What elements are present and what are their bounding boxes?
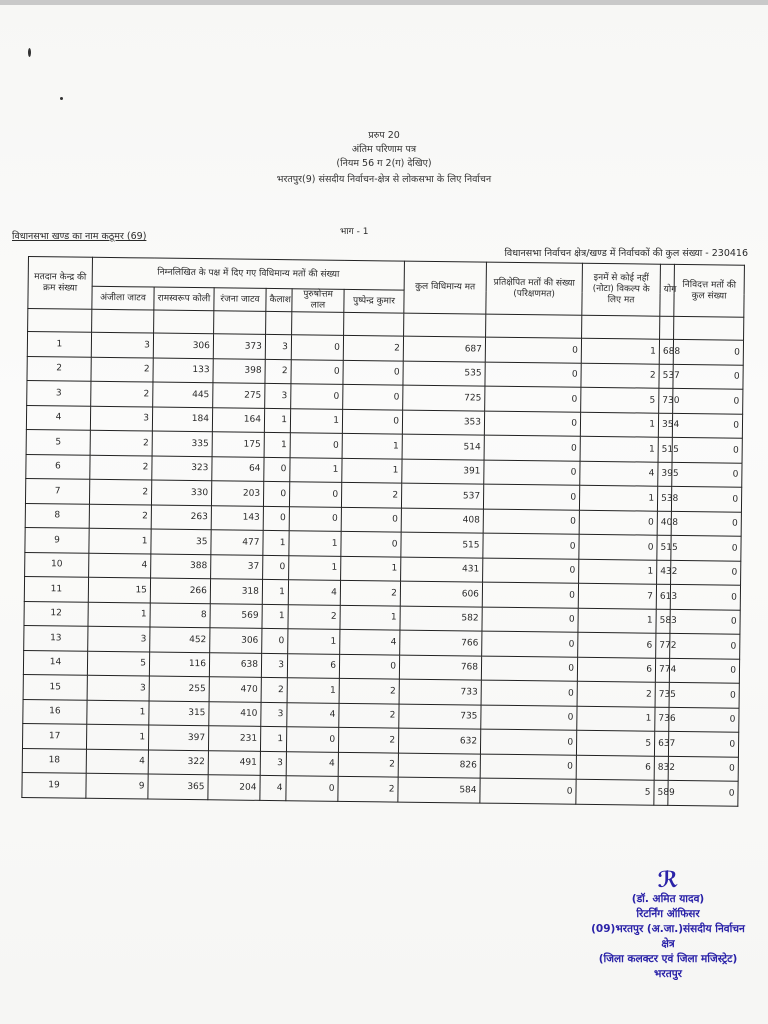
candidate-votes-cell: 1 [264,408,290,433]
nota-cell: 2 [577,681,655,706]
total-cell: 354 [658,413,672,438]
total-cell: 395 [658,462,672,487]
total-cell: 730 [659,388,673,413]
candidate-votes-cell: 2 [261,677,287,702]
candidate-votes-cell: 4 [340,629,400,654]
rejected-header: प्रतिक्षेपित मतों की संख्या (परिक्षणमत) [486,262,583,315]
officer-name: (डॉ. अमित यादव) [631,893,705,905]
candidate-votes-cell: 638 [209,652,261,677]
candidate-votes-cell: 2 [89,504,151,529]
candidate-votes-cell: 133 [153,358,213,383]
total-cell: 408 [657,511,671,536]
total-cell: 583 [656,609,670,634]
candidate-votes-cell: 1 [342,433,402,458]
candidate-votes-cell: 15 [88,577,150,602]
candidate-votes-cell: 1 [288,629,340,654]
candidate-votes-cell: 0 [262,628,288,653]
candidate-votes-cell: 1 [341,556,401,581]
candidate-votes-cell: 477 [211,530,263,555]
candidate-votes-cell: 0 [342,409,402,434]
candidate-votes-cell: 0 [339,654,399,679]
total-header: योग [660,264,675,316]
candidate-votes-cell: 184 [152,407,212,432]
tendered-cell: 0 [670,633,740,658]
tendered-cell: 0 [670,584,740,609]
candidate-votes-cell: 0 [286,776,338,801]
candidate-votes-cell: 1 [88,602,150,627]
candidate-votes-cell: 3 [261,702,287,727]
nota-cell: 6 [576,755,654,780]
rule-reference: (नियम 56 ग 2(ग) देखिए) [336,158,432,169]
total-valid-cell: 687 [403,336,485,361]
candidate-votes-cell: 4 [260,775,286,800]
nota-cell: 1 [580,412,658,437]
candidate-votes-cell: 1 [86,724,148,749]
total-cell: 736 [655,707,669,732]
candidate-votes-cell: 0 [343,384,403,409]
total-valid-cell: 632 [398,728,480,754]
candidate-votes-cell: 0 [263,555,289,580]
booth-number-cell: 19 [22,772,86,797]
candidate-group-header: निम्नलिखित के पक्ष में दिए गए विधिमान्य मतों की संख्या [92,257,404,290]
total-valid-cell: 606 [400,581,482,606]
candidate-votes-cell: 266 [150,578,210,603]
booth-number-cell: 17 [22,723,86,748]
officer-designation: (जिला कलक्टर एवं जिला मजिस्ट्रेट) [598,953,738,965]
candidate-votes-cell: 2 [339,703,399,728]
candidate-header: रंजना जाटव [214,288,266,312]
booth-number-cell: 13 [24,625,88,650]
tendered-cell: 0 [672,462,742,487]
rejected-cell: 0 [480,778,576,804]
candidate-votes-cell: 0 [343,360,403,385]
total-valid-cell: 514 [402,434,484,459]
tendered-cell: 0 [673,388,743,413]
officer-city: भरतपुर [654,968,682,980]
booth-number-cell: 6 [26,454,90,479]
candidate-votes-cell: 6 [287,653,339,678]
candidate-votes-cell: 1 [263,530,289,555]
candidate-votes-cell: 1 [260,726,286,751]
candidate-votes-cell: 2 [338,727,398,752]
candidate-votes-cell: 2 [90,430,152,455]
candidate-votes-cell: 569 [210,603,262,628]
tendered-cell: 0 [671,535,741,560]
candidate-votes-cell: 0 [264,457,290,482]
total-cell: 772 [656,633,670,658]
rejected-cell: 0 [484,435,580,461]
form-number: प्ररुप 20 [368,130,400,141]
candidate-votes-cell: 175 [212,432,264,457]
candidate-votes-cell: 470 [209,677,261,702]
candidate-votes-cell: 2 [340,580,400,605]
candidate-votes-cell: 0 [290,433,342,458]
total-cell: 589 [654,780,668,805]
candidate-votes-cell: 2 [341,482,401,507]
booth-number-cell: 1 [27,332,91,357]
candidate-votes-cell: 2 [338,776,398,801]
candidate-votes-cell: 4 [286,751,338,776]
tendered-header: निविदत्त मतों की कुल संख्या [674,264,745,317]
candidate-votes-cell: 0 [289,482,341,507]
booth-number-cell: 7 [25,478,89,503]
nota-cell: 4 [580,461,658,486]
tendered-cell: 0 [671,560,741,585]
candidate-votes-cell: 143 [211,505,263,530]
total-valid-cell: 353 [402,410,484,435]
candidate-votes-cell: 116 [149,652,209,677]
candidate-votes-cell: 491 [208,750,260,775]
total-valid-cell: 725 [403,385,485,410]
candidate-votes-cell: 1 [289,531,341,556]
candidate-votes-cell: 335 [152,431,212,456]
candidate-votes-cell: 1 [262,604,288,629]
candidate-votes-cell: 3 [260,751,286,776]
candidate-votes-cell: 2 [91,357,153,382]
candidate-votes-cell: 2 [265,359,291,384]
candidate-header: कैलाश [266,288,292,311]
total-cell: 774 [655,658,669,683]
total-valid-cell: 408 [401,508,483,533]
candidate-votes-cell: 2 [338,752,398,777]
results-table [21,256,745,806]
total-valid-cell: 535 [403,361,485,386]
rejected-cell: 0 [481,680,577,706]
booth-number-cell: 10 [25,552,89,577]
candidate-votes-cell: 8 [150,603,210,628]
rejected-cell: 0 [485,386,581,412]
candidate-votes-cell: 3 [265,334,291,359]
signature-block [588,870,748,982]
nota-cell: 6 [577,657,655,682]
candidate-votes-cell: 275 [213,383,265,408]
candidate-header: रामस्वरूप कोली [154,287,214,311]
candidate-votes-cell: 4 [89,553,151,578]
candidate-votes-cell: 203 [211,481,263,506]
candidate-votes-cell: 35 [151,529,211,554]
nota-cell: 6 [578,632,656,657]
candidate-votes-cell: 4 [288,580,340,605]
candidate-votes-cell: 3 [88,626,150,651]
tendered-cell: 0 [672,413,742,438]
total-valid-cell: 733 [399,679,481,704]
candidate-votes-cell: 0 [341,531,401,556]
total-valid-cell: 391 [402,459,484,484]
candidate-votes-cell: 255 [149,676,209,701]
nota-cell: 2 [581,363,659,388]
nota-cell: 1 [578,608,656,633]
candidate-header: पुष्पेन्द्र कुमार [344,289,404,313]
tendered-cell: 0 [669,707,739,732]
nota-cell: 1 [577,706,655,731]
total-valid-cell: 515 [401,532,483,557]
tendered-cell: 0 [673,364,743,389]
rejected-cell: 0 [483,558,579,584]
candidate-votes-cell: 1 [87,700,149,725]
booth-number-cell: 2 [27,356,91,381]
total-cell: 432 [657,560,671,585]
candidate-votes-cell: 37 [211,554,263,579]
booth-number-cell: 18 [22,748,86,773]
candidate-votes-cell: 3 [90,406,152,431]
nota-cell: 1 [581,338,659,363]
total-valid-cell: 582 [400,606,482,631]
booth-number-cell: 12 [24,601,88,626]
total-cell: 538 [657,486,671,511]
scan-speck [28,48,31,57]
booth-number-header: मतदान केन्द्र की क्रम संख्या [28,257,93,310]
nota-cell: 0 [579,510,657,535]
candidate-votes-cell: 306 [210,628,262,653]
tendered-cell: 0 [668,756,738,781]
nota-cell: 7 [578,583,656,608]
tendered-cell: 0 [670,609,740,634]
candidate-votes-cell: 263 [151,505,211,530]
candidate-votes-cell: 322 [148,750,208,775]
candidate-votes-cell: 5 [87,651,149,676]
total-valid-cell: 584 [398,777,480,803]
candidate-votes-cell: 3 [261,653,287,678]
scan-speck [60,97,63,100]
total-cell: 637 [654,731,668,756]
nota-cell: 5 [581,387,659,412]
booth-number-cell: 9 [25,527,89,552]
total-electors: विधानसभा निर्वाचन क्षेत्र/खण्ड में निर्वाचकों की कुल संख्या - 230416 [504,248,748,259]
candidate-votes-cell: 0 [289,506,341,531]
total-valid-header: कुल विधिमान्य मत [404,261,487,314]
candidate-votes-cell: 1 [290,408,342,433]
nota-cell: 1 [579,559,657,584]
election-title: भरतपुर(9) संसदीय निर्वाचन-क्षेत्र से लोकसभा के लिए निर्वाचन [276,174,492,185]
rejected-cell: 0 [481,705,577,731]
total-cell: 515 [657,535,671,560]
candidate-votes-cell: 2 [91,381,153,406]
booth-number-cell: 3 [27,380,91,405]
total-valid-cell: 768 [399,655,481,680]
candidate-votes-cell: 0 [263,481,289,506]
assembly-segment: विधानसभा खण्ड का नाम कठूमर (69) [12,231,147,242]
candidate-votes-cell: 0 [263,506,289,531]
candidate-votes-cell: 1 [342,458,402,483]
candidate-votes-cell: 0 [286,727,338,752]
candidate-votes-cell: 2 [339,678,399,703]
tendered-cell: 0 [671,511,741,536]
rejected-cell: 0 [483,509,579,535]
candidate-votes-cell: 0 [291,335,343,360]
total-cell: 613 [656,584,670,609]
candidate-votes-cell: 315 [149,701,209,726]
candidate-votes-cell: 164 [212,407,264,432]
officer-title: रिटर्निंग ऑफिसर [636,908,700,920]
candidate-votes-cell: 0 [291,384,343,409]
nota-cell: 5 [576,730,654,755]
candidate-votes-cell: 9 [86,773,148,798]
candidate-votes-cell: 1 [340,605,400,630]
rejected-cell: 0 [485,362,581,388]
candidate-votes-cell: 373 [213,334,265,359]
candidate-votes-cell: 3 [87,675,149,700]
candidate-votes-cell: 0 [291,359,343,384]
tendered-cell: 0 [668,731,738,756]
total-cell: 515 [658,437,672,462]
candidate-votes-cell: 1 [262,579,288,604]
candidate-votes-cell: 2 [288,604,340,629]
nota-cell: 1 [579,485,657,510]
candidate-votes-cell: 306 [153,333,213,358]
rejected-cell: 0 [483,484,579,510]
rejected-cell: 0 [482,631,578,657]
nota-cell: 5 [576,779,654,804]
nota-cell: 0 [579,534,657,559]
tendered-cell: 0 [672,437,742,462]
candidate-votes-cell: 365 [148,774,208,799]
candidate-votes-cell: 64 [212,456,264,481]
candidate-votes-cell: 330 [151,480,211,505]
candidate-votes-cell: 318 [210,579,262,604]
rejected-cell: 0 [482,607,578,633]
tendered-cell: 0 [669,682,739,707]
candidate-votes-cell: 204 [208,775,260,800]
candidate-votes-cell: 0 [341,507,401,532]
booth-number-cell: 16 [23,699,87,724]
candidate-votes-cell: 1 [287,678,339,703]
nota-cell: 1 [580,436,658,461]
candidate-votes-cell: 3 [91,332,153,357]
tendered-cell: 0 [673,339,743,364]
tendered-cell: 0 [668,780,738,805]
candidate-votes-cell: 323 [152,456,212,481]
rejected-cell: 0 [483,533,579,559]
total-valid-cell: 766 [400,630,482,655]
candidate-votes-cell: 2 [343,335,403,360]
total-valid-cell: 537 [401,483,483,508]
rejected-cell: 0 [480,729,576,755]
total-valid-cell: 735 [399,704,481,730]
total-valid-cell: 826 [398,753,480,779]
form-title: अंतिम परिणाम पत्र [351,144,417,155]
officer-constituency: (09)भरतपुर (अ.जा.)संसदीय निर्वाचन क्षेत्र [591,923,745,950]
part-label: भाग - 1 [340,227,369,237]
booth-number-cell: 8 [25,503,89,528]
candidate-votes-cell: 2 [89,479,151,504]
rejected-cell: 0 [480,754,576,780]
candidate-votes-cell: 388 [151,554,211,579]
candidate-votes-cell: 410 [209,701,261,726]
rejected-cell: 0 [484,460,580,486]
booth-number-cell: 5 [26,429,90,454]
scan-edge [0,0,768,5]
candidate-header: पुरुषोत्तम लाल [292,289,344,313]
candidate-votes-cell: 4 [86,749,148,774]
booth-number-cell: 11 [24,576,88,601]
total-valid-cell: 431 [401,557,483,582]
tendered-cell: 0 [671,486,741,511]
rejected-cell: 0 [482,582,578,608]
signature-mark: ℛ [657,868,679,893]
total-cell: 688 [659,339,673,364]
candidate-votes-cell: 397 [148,725,208,750]
candidate-votes-cell: 2 [90,455,152,480]
total-cell: 832 [654,756,668,781]
nota-header: इनमें से कोई नहीं (नोटा) विकल्प के लिए मत [582,263,661,316]
candidate-votes-cell: 231 [208,726,260,751]
candidate-votes-cell: 1 [289,555,341,580]
candidate-votes-cell: 1 [290,457,342,482]
rejected-cell: 0 [485,337,581,363]
candidate-votes-cell: 445 [153,382,213,407]
booth-number-cell: 4 [26,405,90,430]
total-cell: 735 [655,682,669,707]
candidate-votes-cell: 1 [264,432,290,457]
candidate-votes-cell: 4 [287,702,339,727]
rejected-cell: 0 [481,656,577,682]
candidate-votes-cell: 398 [213,358,265,383]
booth-number-cell: 15 [23,674,87,699]
rejected-cell: 0 [484,411,580,437]
candidate-votes-cell: 3 [265,383,291,408]
total-cell: 537 [659,364,673,389]
tendered-cell: 0 [669,658,739,683]
candidate-header: अंजीला जाटव [92,286,154,310]
candidate-votes-cell: 452 [150,627,210,652]
booth-number-cell: 14 [23,650,87,675]
candidate-votes-cell: 1 [89,528,151,553]
